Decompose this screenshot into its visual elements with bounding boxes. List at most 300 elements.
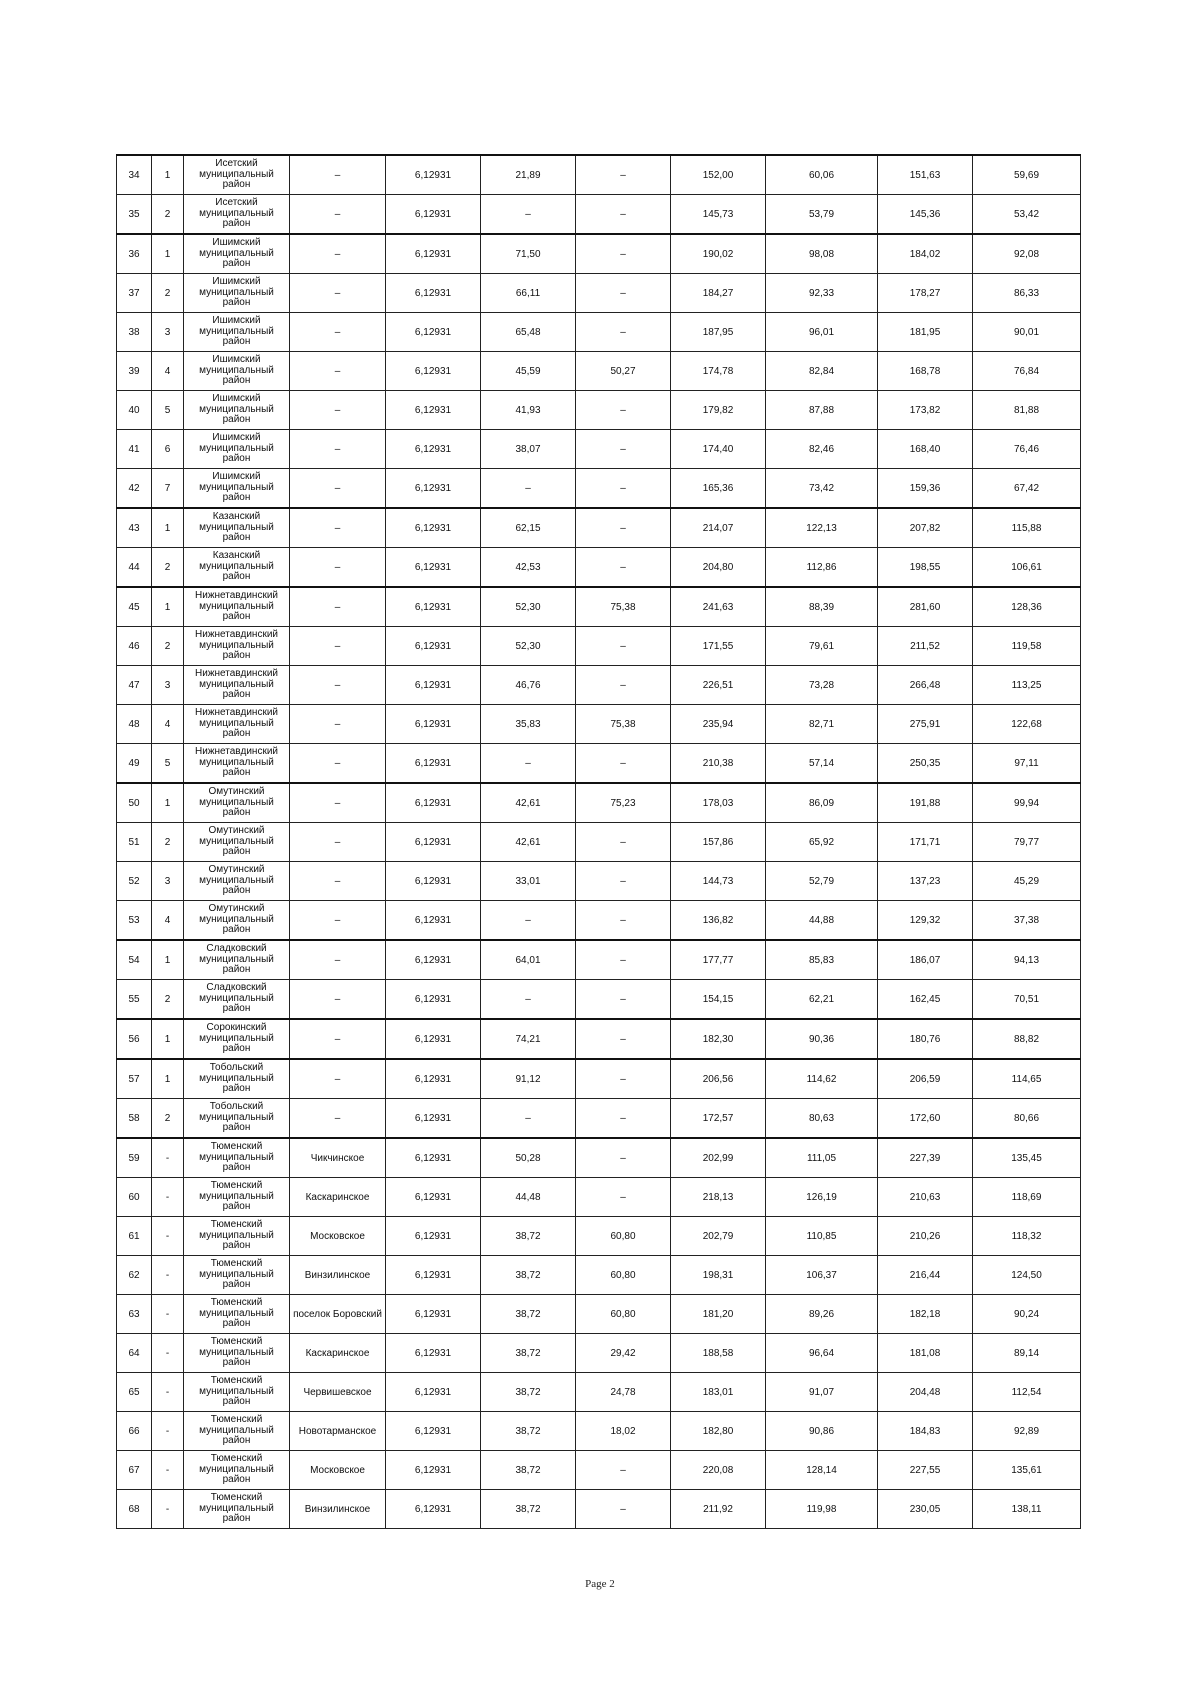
cell-value-2: 75,38 <box>576 587 671 627</box>
cell-settlement: Червишевское <box>290 1373 386 1412</box>
cell-value-1: 52,30 <box>481 627 576 666</box>
table-row <box>117 666 1081 705</box>
cell-value-3: 177,77 <box>671 940 766 980</box>
cell-value-3: 182,30 <box>671 1019 766 1059</box>
cell-settlement: – <box>290 274 386 313</box>
cell-value-4: 98,08 <box>766 234 878 274</box>
cell-value-1: 21,89 <box>481 155 576 195</box>
cell-value-6: 118,32 <box>973 1217 1081 1256</box>
cell-value-6: 81,88 <box>973 391 1081 430</box>
cell-coefficient: 6,12931 <box>386 1178 481 1217</box>
cell-value-5: 181,08 <box>878 1334 973 1373</box>
table-row <box>117 587 1081 627</box>
cell-value-6: 97,11 <box>973 744 1081 784</box>
cell-row-number: 40 <box>117 391 152 430</box>
cell-value-3: 211,92 <box>671 1490 766 1529</box>
cell-sub-number: 2 <box>152 195 184 235</box>
cell-sub-number: - <box>152 1334 184 1373</box>
cell-sub-number: 2 <box>152 548 184 588</box>
cell-value-5: 172,60 <box>878 1099 973 1139</box>
cell-settlement: поселок Боровский <box>290 1295 386 1334</box>
cell-value-1: 52,30 <box>481 587 576 627</box>
cell-value-1: 71,50 <box>481 234 576 274</box>
cell-sub-number: 5 <box>152 744 184 784</box>
cell-sub-number: 1 <box>152 783 184 823</box>
cell-row-number: 55 <box>117 980 152 1020</box>
cell-value-6: 89,14 <box>973 1334 1081 1373</box>
cell-value-3: 210,38 <box>671 744 766 784</box>
tariff-table <box>116 154 1081 1529</box>
cell-value-2: – <box>576 274 671 313</box>
cell-district: Ишимский муниципальный район <box>184 430 290 469</box>
cell-sub-number: 4 <box>152 705 184 744</box>
cell-value-4: 80,63 <box>766 1099 878 1139</box>
cell-district: Ишимский муниципальный район <box>184 469 290 509</box>
table-row <box>117 352 1081 391</box>
cell-value-1: 65,48 <box>481 313 576 352</box>
cell-row-number: 37 <box>117 274 152 313</box>
cell-settlement: – <box>290 940 386 980</box>
cell-coefficient: 6,12931 <box>386 1412 481 1451</box>
cell-value-6: 94,13 <box>973 940 1081 980</box>
table-row <box>117 901 1081 941</box>
cell-coefficient: 6,12931 <box>386 352 481 391</box>
cell-value-2: 60,80 <box>576 1295 671 1334</box>
cell-row-number: 59 <box>117 1138 152 1178</box>
cell-value-4: 106,37 <box>766 1256 878 1295</box>
table-row <box>117 940 1081 980</box>
cell-value-3: 183,01 <box>671 1373 766 1412</box>
cell-value-2: – <box>576 508 671 548</box>
cell-district: Тюменский муниципальный район <box>184 1373 290 1412</box>
cell-value-4: 85,83 <box>766 940 878 980</box>
table-row <box>117 862 1081 901</box>
cell-row-number: 58 <box>117 1099 152 1139</box>
cell-value-1: – <box>481 980 576 1020</box>
cell-value-3: 206,56 <box>671 1059 766 1099</box>
cell-settlement: – <box>290 352 386 391</box>
cell-district: Ишимский муниципальный район <box>184 313 290 352</box>
cell-value-6: 115,88 <box>973 508 1081 548</box>
cell-value-2: – <box>576 1019 671 1059</box>
cell-value-1: – <box>481 469 576 509</box>
cell-value-5: 206,59 <box>878 1059 973 1099</box>
cell-coefficient: 6,12931 <box>386 430 481 469</box>
cell-value-5: 250,35 <box>878 744 973 784</box>
cell-value-4: 128,14 <box>766 1451 878 1490</box>
cell-value-6: 135,45 <box>973 1138 1081 1178</box>
cell-coefficient: 6,12931 <box>386 313 481 352</box>
cell-value-2: – <box>576 1490 671 1529</box>
cell-value-4: 79,61 <box>766 627 878 666</box>
cell-row-number: 35 <box>117 195 152 235</box>
cell-value-2: – <box>576 234 671 274</box>
cell-value-1: – <box>481 195 576 235</box>
cell-district: Сорокинский муниципальный район <box>184 1019 290 1059</box>
cell-district: Ишимский муниципальный район <box>184 391 290 430</box>
cell-coefficient: 6,12931 <box>386 195 481 235</box>
cell-row-number: 39 <box>117 352 152 391</box>
table-row <box>117 980 1081 1020</box>
cell-value-4: 82,84 <box>766 352 878 391</box>
cell-row-number: 57 <box>117 1059 152 1099</box>
cell-sub-number: - <box>152 1373 184 1412</box>
table-row <box>117 1334 1081 1373</box>
cell-settlement: – <box>290 744 386 784</box>
cell-settlement: – <box>290 980 386 1020</box>
cell-sub-number: 6 <box>152 430 184 469</box>
cell-district: Омутинский муниципальный район <box>184 823 290 862</box>
cell-value-1: – <box>481 1099 576 1139</box>
cell-district: Тюменский муниципальный район <box>184 1178 290 1217</box>
cell-value-6: 67,42 <box>973 469 1081 509</box>
cell-value-6: 122,68 <box>973 705 1081 744</box>
cell-coefficient: 6,12931 <box>386 1256 481 1295</box>
cell-value-3: 226,51 <box>671 666 766 705</box>
cell-value-1: 38,72 <box>481 1490 576 1529</box>
cell-value-6: 99,94 <box>973 783 1081 823</box>
cell-value-1: 42,61 <box>481 783 576 823</box>
cell-value-6: 80,66 <box>973 1099 1081 1139</box>
cell-value-2: – <box>576 548 671 588</box>
cell-sub-number: - <box>152 1451 184 1490</box>
cell-coefficient: 6,12931 <box>386 1490 481 1529</box>
cell-value-3: 241,63 <box>671 587 766 627</box>
cell-value-3: 178,03 <box>671 783 766 823</box>
cell-settlement: Винзилинское <box>290 1490 386 1529</box>
table-row <box>117 1295 1081 1334</box>
cell-value-5: 207,82 <box>878 508 973 548</box>
cell-district: Ишимский муниципальный район <box>184 234 290 274</box>
cell-value-2: – <box>576 313 671 352</box>
cell-value-4: 119,98 <box>766 1490 878 1529</box>
cell-row-number: 65 <box>117 1373 152 1412</box>
cell-sub-number: 3 <box>152 666 184 705</box>
cell-value-1: 64,01 <box>481 940 576 980</box>
cell-coefficient: 6,12931 <box>386 783 481 823</box>
cell-coefficient: 6,12931 <box>386 1295 481 1334</box>
cell-value-1: 66,11 <box>481 274 576 313</box>
cell-value-3: 218,13 <box>671 1178 766 1217</box>
cell-settlement: – <box>290 234 386 274</box>
cell-value-5: 162,45 <box>878 980 973 1020</box>
cell-value-5: 210,63 <box>878 1178 973 1217</box>
cell-district: Омутинский муниципальный район <box>184 901 290 941</box>
cell-value-2: 24,78 <box>576 1373 671 1412</box>
cell-value-2: – <box>576 195 671 235</box>
cell-coefficient: 6,12931 <box>386 1451 481 1490</box>
cell-row-number: 34 <box>117 155 152 195</box>
page-number: Page 2 <box>585 1578 615 1590</box>
table-row <box>117 1178 1081 1217</box>
cell-value-4: 87,88 <box>766 391 878 430</box>
cell-value-4: 111,05 <box>766 1138 878 1178</box>
cell-settlement: Новотарманское <box>290 1412 386 1451</box>
cell-coefficient: 6,12931 <box>386 1334 481 1373</box>
cell-value-2: 60,80 <box>576 1256 671 1295</box>
cell-value-2: – <box>576 391 671 430</box>
cell-value-1: 38,72 <box>481 1373 576 1412</box>
cell-value-4: 96,64 <box>766 1334 878 1373</box>
cell-settlement: Каскаринское <box>290 1178 386 1217</box>
cell-value-1: 35,83 <box>481 705 576 744</box>
cell-value-2: – <box>576 1099 671 1139</box>
cell-value-6: 92,08 <box>973 234 1081 274</box>
cell-value-1: 91,12 <box>481 1059 576 1099</box>
cell-value-4: 122,13 <box>766 508 878 548</box>
table-row <box>117 391 1081 430</box>
cell-value-3: 136,82 <box>671 901 766 941</box>
table-row <box>117 1451 1081 1490</box>
cell-value-4: 90,36 <box>766 1019 878 1059</box>
cell-row-number: 61 <box>117 1217 152 1256</box>
cell-value-6: 118,69 <box>973 1178 1081 1217</box>
cell-coefficient: 6,12931 <box>386 391 481 430</box>
table-row <box>117 1059 1081 1099</box>
table-row <box>117 508 1081 548</box>
cell-value-1: 74,21 <box>481 1019 576 1059</box>
table-row <box>117 234 1081 274</box>
cell-value-2: – <box>576 1178 671 1217</box>
cell-value-6: 45,29 <box>973 862 1081 901</box>
cell-settlement: – <box>290 1019 386 1059</box>
cell-district: Исетский муниципальный район <box>184 155 290 195</box>
cell-sub-number: 1 <box>152 508 184 548</box>
cell-coefficient: 6,12931 <box>386 508 481 548</box>
cell-value-6: 90,01 <box>973 313 1081 352</box>
cell-coefficient: 6,12931 <box>386 823 481 862</box>
cell-value-5: 180,76 <box>878 1019 973 1059</box>
cell-value-5: 281,60 <box>878 587 973 627</box>
cell-sub-number: - <box>152 1217 184 1256</box>
cell-row-number: 46 <box>117 627 152 666</box>
cell-district: Тюменский муниципальный район <box>184 1217 290 1256</box>
cell-value-1: 41,93 <box>481 391 576 430</box>
cell-value-4: 96,01 <box>766 313 878 352</box>
cell-value-5: 227,55 <box>878 1451 973 1490</box>
cell-sub-number: - <box>152 1256 184 1295</box>
cell-settlement: – <box>290 548 386 588</box>
cell-value-2: 60,80 <box>576 1217 671 1256</box>
cell-district: Тюменский муниципальный район <box>184 1334 290 1373</box>
cell-district: Нижнетавдинский муниципальный район <box>184 744 290 784</box>
cell-settlement: – <box>290 430 386 469</box>
cell-value-2: – <box>576 744 671 784</box>
cell-district: Нижнетавдинский муниципальный район <box>184 705 290 744</box>
cell-value-5: 151,63 <box>878 155 973 195</box>
table-row <box>117 744 1081 784</box>
cell-value-3: 187,95 <box>671 313 766 352</box>
cell-value-6: 37,38 <box>973 901 1081 941</box>
cell-sub-number: 2 <box>152 274 184 313</box>
table-row <box>117 1019 1081 1059</box>
cell-sub-number: 7 <box>152 469 184 509</box>
cell-sub-number: 1 <box>152 940 184 980</box>
cell-value-1: 38,72 <box>481 1451 576 1490</box>
cell-coefficient: 6,12931 <box>386 862 481 901</box>
cell-settlement: – <box>290 783 386 823</box>
cell-value-1: 42,53 <box>481 548 576 588</box>
cell-coefficient: 6,12931 <box>386 744 481 784</box>
cell-value-4: 57,14 <box>766 744 878 784</box>
cell-district: Тюменский муниципальный район <box>184 1256 290 1295</box>
cell-value-4: 53,79 <box>766 195 878 235</box>
cell-row-number: 53 <box>117 901 152 941</box>
cell-row-number: 43 <box>117 508 152 548</box>
cell-district: Казанский муниципальный район <box>184 508 290 548</box>
cell-sub-number: 5 <box>152 391 184 430</box>
table-row <box>117 1138 1081 1178</box>
cell-sub-number: 2 <box>152 627 184 666</box>
table-row <box>117 1217 1081 1256</box>
cell-value-2: – <box>576 980 671 1020</box>
cell-district: Тобольский муниципальный район <box>184 1099 290 1139</box>
cell-value-3: 184,27 <box>671 274 766 313</box>
cell-district: Исетский муниципальный район <box>184 195 290 235</box>
cell-settlement: – <box>290 627 386 666</box>
cell-value-6: 114,65 <box>973 1059 1081 1099</box>
cell-settlement: – <box>290 508 386 548</box>
table-row <box>117 783 1081 823</box>
cell-coefficient: 6,12931 <box>386 666 481 705</box>
cell-value-1: 38,72 <box>481 1256 576 1295</box>
cell-value-4: 65,92 <box>766 823 878 862</box>
cell-value-2: – <box>576 862 671 901</box>
cell-value-6: 92,89 <box>973 1412 1081 1451</box>
table-row <box>117 313 1081 352</box>
cell-value-6: 70,51 <box>973 980 1081 1020</box>
cell-value-3: 235,94 <box>671 705 766 744</box>
cell-coefficient: 6,12931 <box>386 548 481 588</box>
table-row <box>117 548 1081 588</box>
table-row <box>117 274 1081 313</box>
cell-value-3: 190,02 <box>671 234 766 274</box>
cell-value-5: 191,88 <box>878 783 973 823</box>
table-row <box>117 1412 1081 1451</box>
cell-row-number: 68 <box>117 1490 152 1529</box>
cell-sub-number: 1 <box>152 587 184 627</box>
cell-value-3: 188,58 <box>671 1334 766 1373</box>
cell-value-4: 88,39 <box>766 587 878 627</box>
cell-coefficient: 6,12931 <box>386 1099 481 1139</box>
cell-value-6: 119,58 <box>973 627 1081 666</box>
cell-value-4: 60,06 <box>766 155 878 195</box>
cell-value-5: 168,40 <box>878 430 973 469</box>
cell-value-4: 90,86 <box>766 1412 878 1451</box>
cell-value-5: 266,48 <box>878 666 973 705</box>
cell-coefficient: 6,12931 <box>386 155 481 195</box>
cell-value-1: 44,48 <box>481 1178 576 1217</box>
cell-district: Тюменский муниципальный район <box>184 1295 290 1334</box>
cell-row-number: 62 <box>117 1256 152 1295</box>
cell-coefficient: 6,12931 <box>386 1059 481 1099</box>
cell-row-number: 66 <box>117 1412 152 1451</box>
cell-value-3: 179,82 <box>671 391 766 430</box>
cell-value-3: 172,57 <box>671 1099 766 1139</box>
cell-value-6: 90,24 <box>973 1295 1081 1334</box>
cell-value-5: 184,83 <box>878 1412 973 1451</box>
cell-sub-number: - <box>152 1412 184 1451</box>
cell-value-2: – <box>576 627 671 666</box>
cell-sub-number: - <box>152 1490 184 1529</box>
table-row <box>117 823 1081 862</box>
cell-value-2: – <box>576 469 671 509</box>
cell-district: Омутинский муниципальный район <box>184 783 290 823</box>
cell-value-1: 33,01 <box>481 862 576 901</box>
cell-settlement: Чикчинское <box>290 1138 386 1178</box>
cell-row-number: 52 <box>117 862 152 901</box>
cell-settlement: – <box>290 705 386 744</box>
cell-value-5: 182,18 <box>878 1295 973 1334</box>
cell-coefficient: 6,12931 <box>386 705 481 744</box>
cell-value-3: 214,07 <box>671 508 766 548</box>
cell-settlement: – <box>290 1099 386 1139</box>
cell-value-6: 79,77 <box>973 823 1081 862</box>
cell-value-3: 165,36 <box>671 469 766 509</box>
cell-value-1: 45,59 <box>481 352 576 391</box>
cell-district: Тюменский муниципальный район <box>184 1451 290 1490</box>
table-row <box>117 469 1081 509</box>
cell-value-2: – <box>576 1059 671 1099</box>
cell-district: Нижнетавдинский муниципальный район <box>184 587 290 627</box>
cell-value-1: 62,15 <box>481 508 576 548</box>
cell-value-3: 154,15 <box>671 980 766 1020</box>
cell-district: Ишимский муниципальный район <box>184 352 290 391</box>
cell-value-5: 198,55 <box>878 548 973 588</box>
cell-coefficient: 6,12931 <box>386 940 481 980</box>
cell-district: Сладковский муниципальный район <box>184 940 290 980</box>
cell-value-5: 145,36 <box>878 195 973 235</box>
cell-value-2: – <box>576 823 671 862</box>
cell-value-3: 198,31 <box>671 1256 766 1295</box>
cell-value-4: 91,07 <box>766 1373 878 1412</box>
cell-row-number: 54 <box>117 940 152 980</box>
cell-settlement: – <box>290 1059 386 1099</box>
cell-value-2: – <box>576 940 671 980</box>
cell-sub-number: - <box>152 1178 184 1217</box>
cell-value-6: 112,54 <box>973 1373 1081 1412</box>
cell-value-6: 128,36 <box>973 587 1081 627</box>
cell-value-6: 106,61 <box>973 548 1081 588</box>
cell-settlement: – <box>290 195 386 235</box>
cell-sub-number: - <box>152 1295 184 1334</box>
cell-district: Нижнетавдинский муниципальный район <box>184 627 290 666</box>
cell-value-2: – <box>576 430 671 469</box>
cell-district: Тюменский муниципальный район <box>184 1490 290 1529</box>
cell-value-5: 211,52 <box>878 627 973 666</box>
cell-value-5: 186,07 <box>878 940 973 980</box>
cell-settlement: Московское <box>290 1217 386 1256</box>
cell-coefficient: 6,12931 <box>386 980 481 1020</box>
cell-value-6: 76,46 <box>973 430 1081 469</box>
cell-row-number: 64 <box>117 1334 152 1373</box>
cell-value-2: – <box>576 901 671 941</box>
cell-row-number: 41 <box>117 430 152 469</box>
cell-coefficient: 6,12931 <box>386 627 481 666</box>
cell-coefficient: 6,12931 <box>386 274 481 313</box>
cell-value-4: 89,26 <box>766 1295 878 1334</box>
cell-row-number: 45 <box>117 587 152 627</box>
cell-row-number: 51 <box>117 823 152 862</box>
cell-value-3: 174,40 <box>671 430 766 469</box>
cell-value-5: 210,26 <box>878 1217 973 1256</box>
table-row <box>117 705 1081 744</box>
cell-value-5: 275,91 <box>878 705 973 744</box>
cell-value-4: 110,85 <box>766 1217 878 1256</box>
cell-value-4: 62,21 <box>766 980 878 1020</box>
cell-district: Тюменский муниципальный район <box>184 1412 290 1451</box>
cell-district: Тобольский муниципальный район <box>184 1059 290 1099</box>
